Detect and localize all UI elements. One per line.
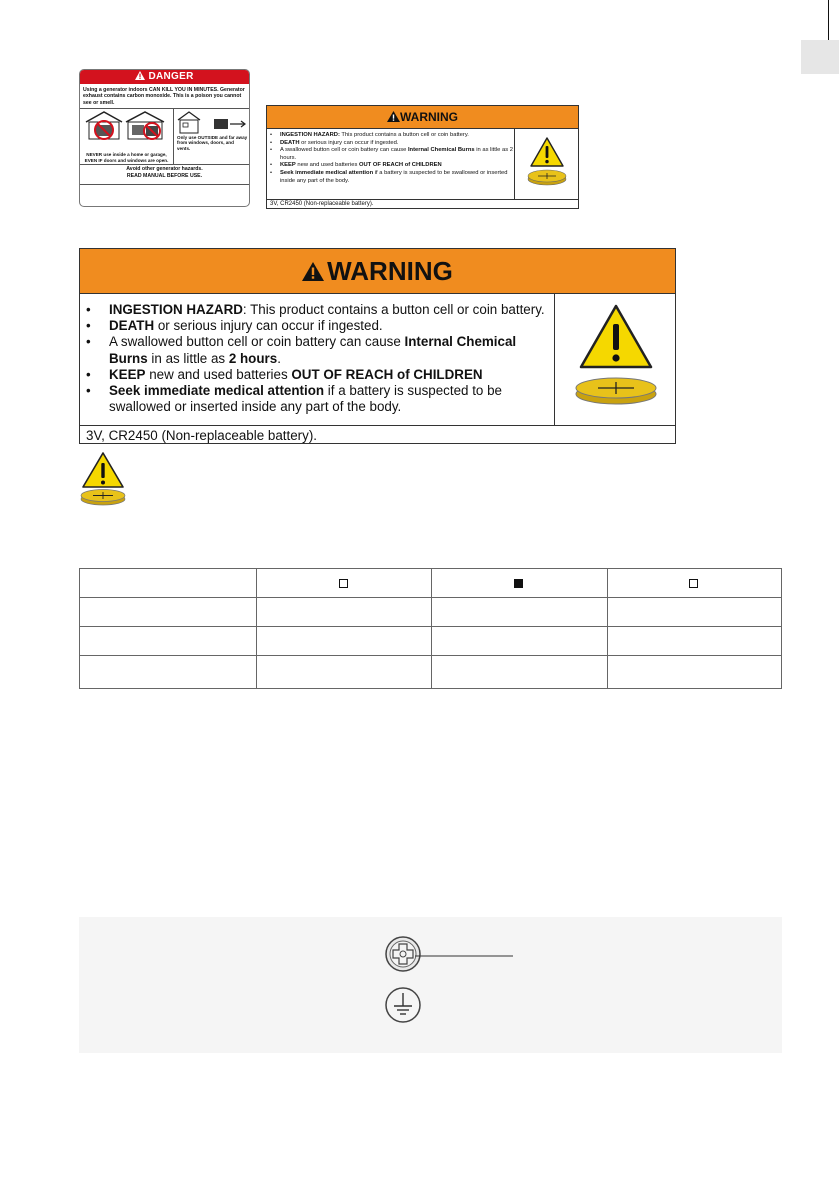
danger-footer-line2: READ MANUAL BEFORE USE. [126,173,203,179]
battery-hazard-icon [555,294,675,425]
warning-item-bold: INGESTION HAZARD [109,302,243,317]
warning-item [86,302,554,318]
warning-item-bold: Seek immediate medical attention [109,383,325,399]
checkbox-empty-icon [339,579,348,588]
warning-item-text: in as little as [147,350,229,366]
warning-item-text: : This product contains a button cell or coin battery. [242,302,545,317]
warning-item-bold: Internal Chemical [404,334,517,350]
bullet: • [86,366,91,382]
warning-large-list [80,294,555,425]
warning-item-bold: INGESTION HAZARD: [280,132,340,138]
warning-small-footer-suffix: (Non-replaceable battery). [302,201,374,207]
warning-small-header-text: WARNING [400,110,458,124]
bullet: • [270,132,273,138]
warning-large-footer [80,426,675,445]
warning-item-text: A swallowed button cell or coin battery can cause [280,147,408,154]
bullet: • [270,162,273,169]
warning-item [86,318,554,334]
danger-panel-indoor [80,109,174,164]
battery-hazard-icon-small [79,451,127,507]
warning-large-footer-prefix: 3V, [86,428,109,443]
warning-item-bold: Seek immediate medical attention [280,169,374,176]
table-row [80,569,782,598]
bullet: • [86,334,91,350]
warning-small-footer-prefix: 3V, [270,201,281,207]
battery-hazard-icon [515,129,579,199]
danger-footer [80,165,249,185]
warning-large-battery-model: CR2450 [108,428,158,443]
warning-small-item [270,170,514,185]
page-tab-marker [801,40,839,74]
warning-item-text: new and used batteries [145,366,292,382]
danger-intro-bold: CAN KILL YOU IN MINUTES. [149,87,219,93]
table-cell [608,627,782,656]
checkbox-filled-icon [514,579,523,588]
table-cell [432,598,608,627]
danger-label [79,69,250,207]
warning-small-item [270,140,514,148]
bullet: • [86,383,91,399]
warning-item-text: if a battery is suspected to be swallowed or inserted inside any part of the body. [280,169,508,184]
warning-large-header [80,249,675,294]
table-row [80,598,782,627]
warning-small-item-content [280,170,514,185]
bullet: • [270,139,273,146]
warning-item-bold: KEEP [280,162,296,169]
table-cell [80,627,257,656]
table-cell [432,569,608,598]
grounding-info-box [79,917,782,1053]
warning-small-header [267,106,578,129]
grounding-terminal-icon [384,935,516,975]
outdoor-use-icon [174,110,250,134]
warning-item-text: A swallowed button cell or coin battery can cause [109,334,405,350]
table-cell [256,656,432,689]
warning-item-text: swallowed or inserted inside any part of the body. [109,399,402,415]
warning-item-text: in as little as 2 hours. [280,147,513,161]
warning-item [86,334,554,350]
warning-item-bold: KEEP [109,366,146,382]
page-edge-line [828,0,829,40]
spec-table [79,568,782,689]
earth-ground-icon [384,986,424,1026]
warning-item-bold: OUT OF REACH of CHILDREN [358,162,442,169]
table-cell [608,656,782,689]
table-cell [80,598,257,627]
warning-item-text: or serious injury can occur if ingested. [154,318,383,334]
table-cell [608,569,782,598]
warning-item-text: new and used batteries [295,162,359,169]
bullet: • [86,318,91,334]
table-cell [432,627,608,656]
warning-item-text: This product contains a button cell or coin battery. [339,132,469,138]
danger-intro-part2: Generator exhaust contains carbon monoxide. This is a poison you cannot see or smell. [83,87,245,106]
warning-label-large [79,248,676,444]
bullet: • [270,147,273,154]
warning-item-bold: Burns [109,350,148,366]
warning-triangle-icon [135,71,145,80]
warning-item-text: . [277,350,281,366]
warning-item-text: if a battery is suspected to be [324,383,502,399]
danger-intro-part1: Using a generator indoors [83,87,150,93]
table-row [80,656,782,689]
table-cell [608,598,782,627]
danger-panel-outdoor [174,109,249,164]
warning-small-battery-model: CR2450 [280,201,303,207]
warning-item-bold: DEATH [109,318,155,334]
table-cell [80,656,257,689]
checkbox-empty-icon [689,579,698,588]
danger-indoor-caption: NEVER use inside a home or garage, EVEN IF doors and windows are open. [84,152,169,163]
warning-large-header-text: WARNING [327,255,453,286]
danger-header [80,70,249,84]
danger-outdoor-caption: Only use OUTSIDE and far away from windows, doors, and vents. [177,135,248,151]
warning-item-bold: OUT OF REACH of CHILDREN [291,366,483,382]
table-cell [256,569,432,598]
danger-header-text: DANGER [148,71,194,82]
warning-triangle-icon [387,111,400,122]
danger-panels [80,109,249,165]
warning-item-bold: 2 hours [228,350,278,366]
warning-small-body [267,129,578,200]
bullet: • [270,169,273,176]
table-cell [432,656,608,689]
danger-intro [80,84,249,109]
warning-item [86,383,554,399]
table-cell [256,598,432,627]
warning-item-text: or serious injury can occur if ingested. [299,139,399,146]
warning-label-small [266,105,579,209]
warning-item-continued [86,399,554,415]
no-indoor-use-icon [80,110,172,140]
warning-small-item-content [280,132,469,140]
warning-small-icon-cell [515,129,578,199]
warning-small-item [270,162,514,170]
warning-small-item-content [280,162,442,170]
warning-triangle-icon [302,262,324,281]
warning-item [86,367,554,383]
table-cell [256,627,432,656]
warning-item-bold: Internal Chemical Burns [407,147,475,154]
bullet: • [86,302,91,317]
danger-footer-line1: Avoid other generator hazards. [126,166,203,172]
warning-small-item-content [280,140,398,148]
warning-large-footer-suffix: (Non-replaceable battery). [157,428,318,443]
warning-small-item [270,147,514,162]
warning-small-item [270,132,514,140]
warning-small-list [267,129,515,199]
warning-small-footer [267,200,578,209]
warning-item-bold: DEATH [280,139,300,146]
table-cell [80,569,257,598]
warning-large-body [80,294,675,426]
warning-small-item-content [280,147,514,162]
warning-large-icon-cell [555,294,675,425]
warning-item-continued [86,351,554,367]
table-row [80,627,782,656]
